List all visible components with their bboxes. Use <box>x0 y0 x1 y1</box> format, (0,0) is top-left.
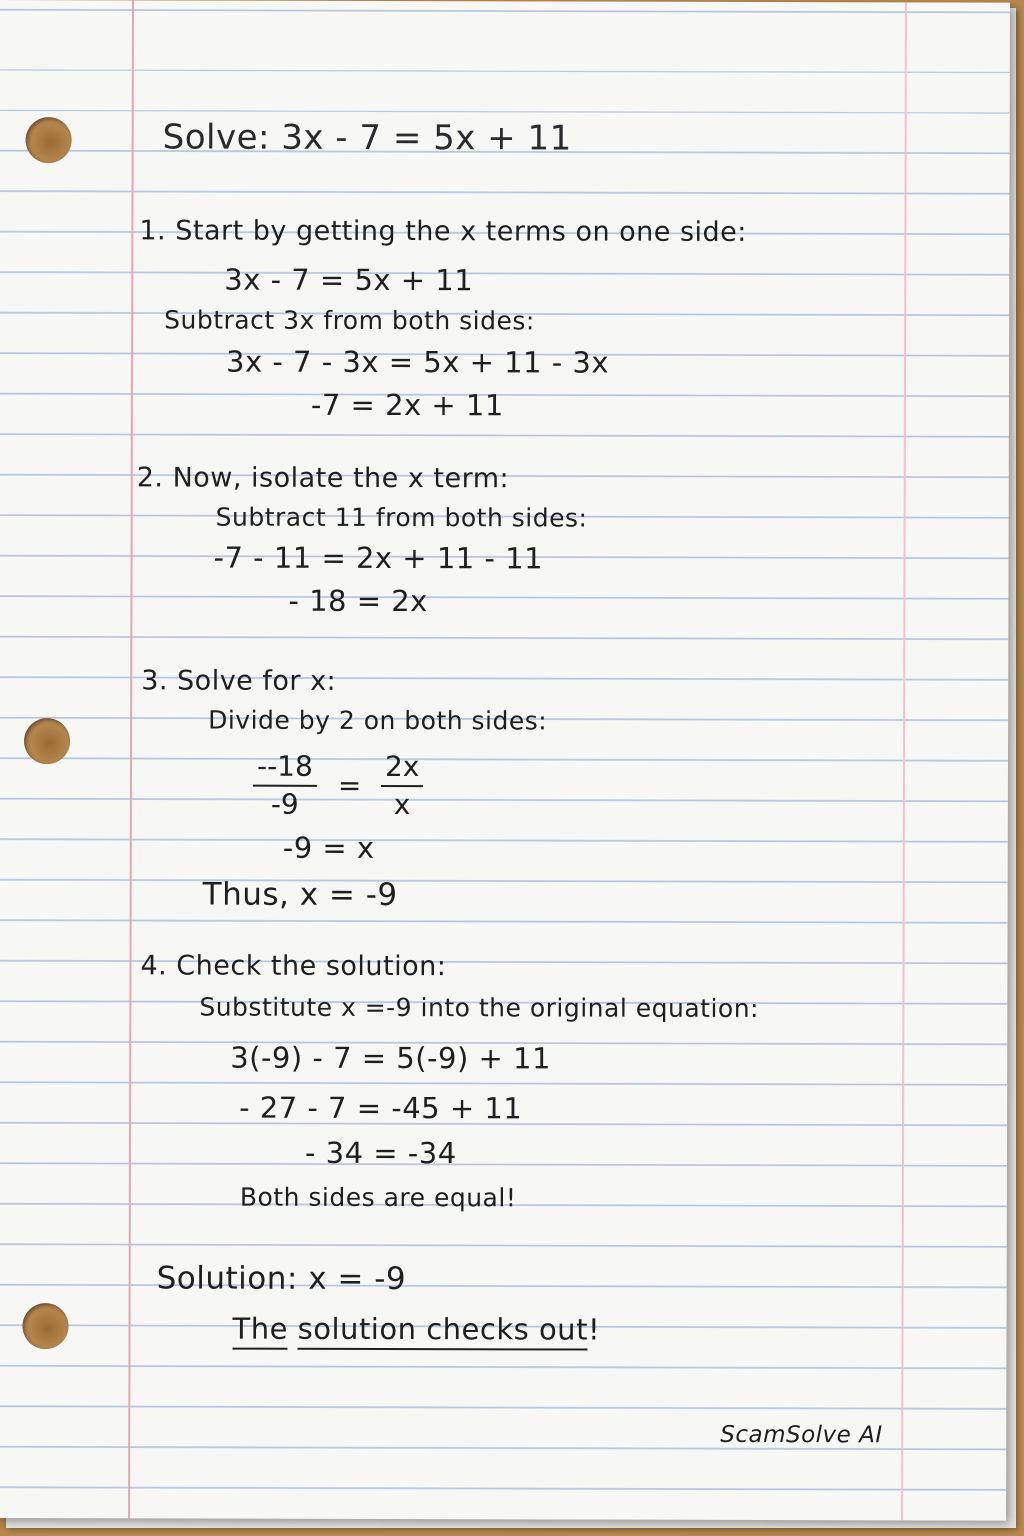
step1-heading: 1. Start by getting the x terms on one side: <box>139 215 747 248</box>
fraction-left-denominator: -9 <box>270 787 299 821</box>
step1-equation-1: 3x - 7 = 5x + 11 <box>224 262 474 298</box>
fraction-right <box>381 750 424 822</box>
brand-signature: ScamSolve AI <box>720 1421 883 1449</box>
step4-instruction: Substitute x =-9 into the original equation: <box>199 992 760 1023</box>
step3-equation-1: -9 = x <box>282 830 375 865</box>
fraction-equals-sign: = <box>337 768 362 802</box>
step2-equation-2: - 18 = 2x <box>288 583 428 619</box>
step1-instruction: Subtract 3x from both sides: <box>164 305 535 336</box>
fraction-left-numerator: --18 <box>253 753 317 787</box>
punch-hole <box>22 1303 68 1349</box>
fraction-left <box>253 749 317 821</box>
solution-note-checks-out: solution checks out <box>298 1312 588 1351</box>
step4-equation-3: - 34 = -34 <box>304 1135 457 1171</box>
fraction-right-numerator: 2x <box>381 753 423 787</box>
step3-result: Thus, x = -9 <box>202 876 398 914</box>
problem-title: Solve: 3x - 7 = 5x + 11 <box>162 117 572 159</box>
step1-equation-3: -7 = 2x + 11 <box>310 387 504 423</box>
solution-note-word-the: The <box>232 1312 288 1350</box>
step2-instruction: Subtract 11 from both sides: <box>215 502 588 533</box>
step2-equation-1: -7 - 11 = 2x + 11 - 11 <box>213 540 544 576</box>
step4-equation-2: - 27 - 7 = -45 + 11 <box>239 1090 523 1126</box>
step4-equation-1: 3(-9) - 7 = 5(-9) + 11 <box>230 1040 551 1076</box>
step4-conclusion: Both sides are equal! <box>239 1182 517 1213</box>
fraction-right-denominator: x <box>393 788 411 822</box>
solution-note-exclamation: ! <box>587 1312 601 1347</box>
step2-heading: 2. Now, isolate the x term: <box>136 462 510 495</box>
punch-hole <box>24 718 70 764</box>
left-margin-line <box>128 0 133 1518</box>
step4-heading: 4. Check the solution: <box>140 950 447 983</box>
solution-label: Solution: x = -9 <box>156 1260 407 1298</box>
step3-instruction: Divide by 2 on both sides: <box>208 705 548 736</box>
solution-note <box>232 1312 600 1347</box>
step3-heading: 3. Solve for x: <box>141 665 337 697</box>
step1-equation-2: 3x - 7 - 3x = 5x + 11 - 3x <box>226 344 610 380</box>
right-margin-line <box>901 2 906 1520</box>
punch-hole <box>26 117 72 163</box>
